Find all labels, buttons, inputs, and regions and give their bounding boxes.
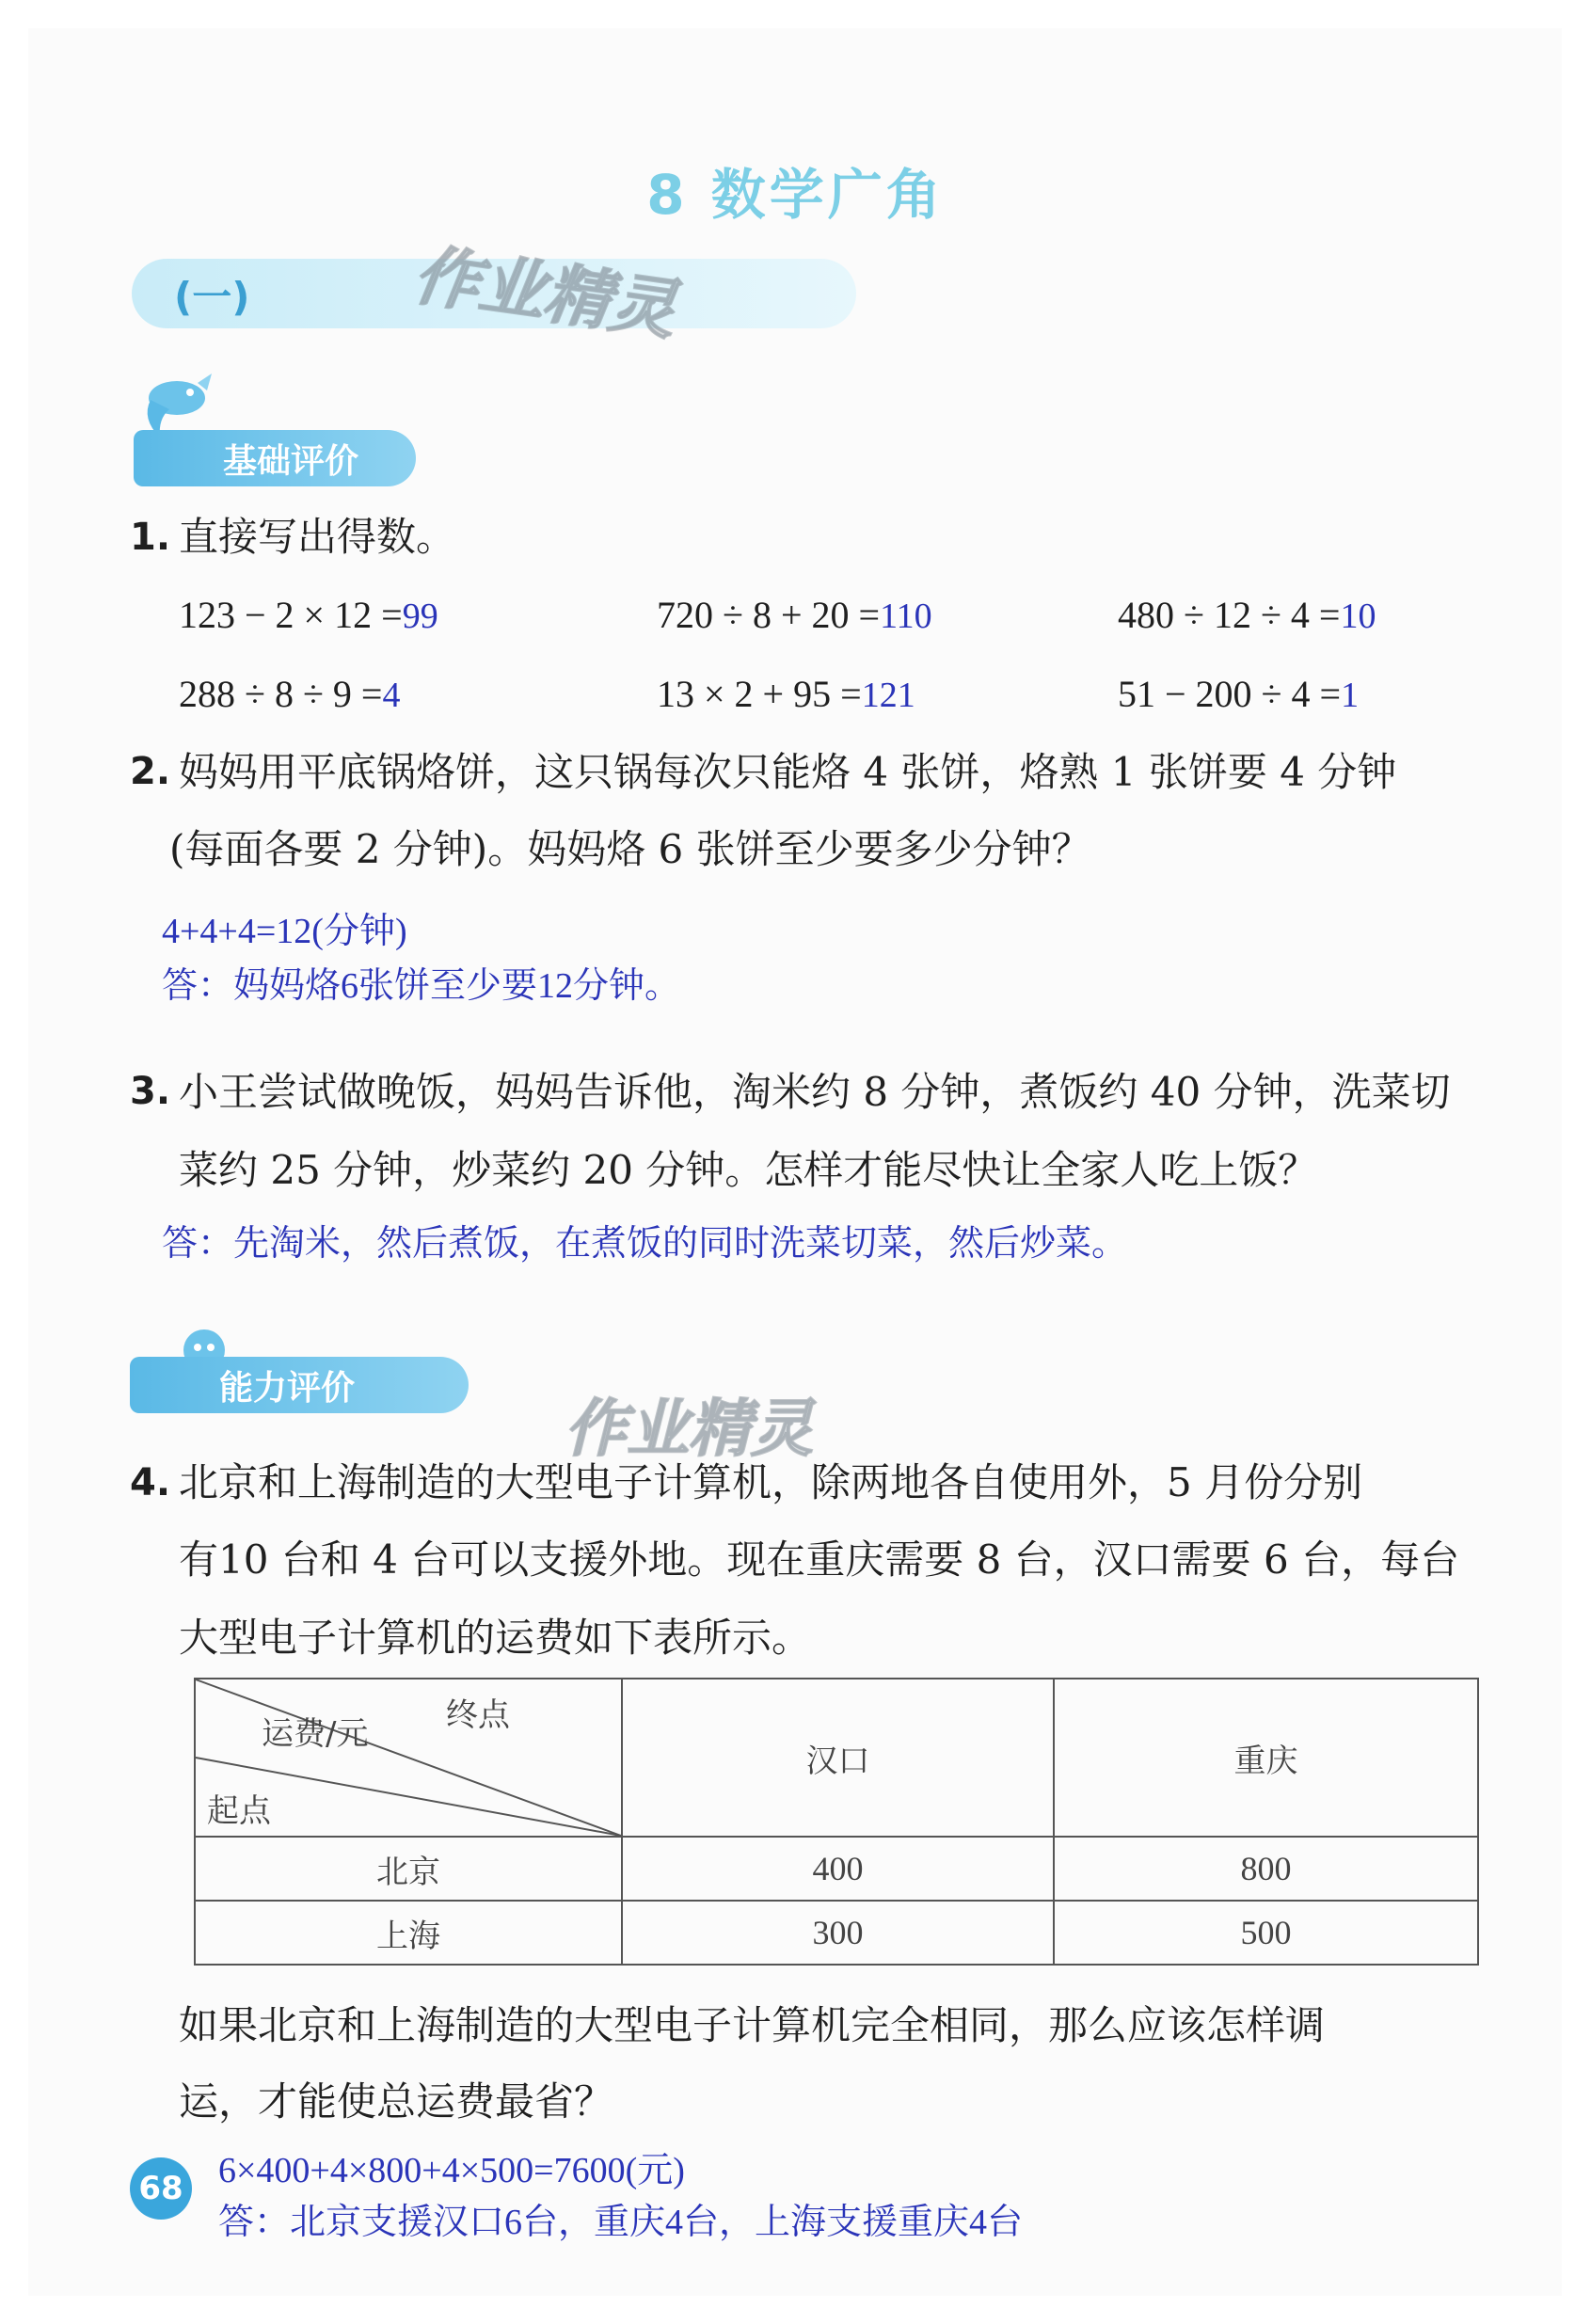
page-number: 68 — [130, 2157, 192, 2220]
question-2-work: 4+4+4=12(分钟) — [162, 912, 407, 951]
q1-expr: 123 − 2 × 12 = — [179, 594, 403, 636]
q1-answer: 121 — [861, 676, 915, 715]
question-4-work: 6×400+4×800+4×500=7600(元) — [218, 2151, 685, 2190]
question-1-number: 1. — [130, 516, 171, 559]
q1-answer: 110 — [880, 597, 932, 636]
row-origin: 北京 — [195, 1837, 622, 1901]
question-4-follow-line-1: 如果北京和上海制造的大型电子计算机完全相同，那么应该怎样调 — [179, 2002, 1326, 2048]
freight-cost-table — [194, 1678, 1479, 1966]
cell-chongqing: 500 — [1054, 1901, 1478, 1965]
corner-destination: 终点 — [446, 1696, 510, 1734]
q1-answer: 1 — [1341, 676, 1360, 715]
question-1-text: 直接写出得数。 — [179, 514, 456, 560]
ability-evaluation-badge: 能力评价 — [130, 1357, 469, 1413]
question-2-line-2: (每面各要 2 分钟)。妈妈烙 6 张饼至少要多少分钟？ — [169, 826, 1091, 872]
row-origin: 上海 — [195, 1901, 622, 1965]
q1-item-2 — [657, 593, 932, 637]
chapter-title: 8 数学广角 — [646, 163, 945, 227]
q1-answer: 4 — [382, 676, 401, 715]
question-2-answer: 答：妈妈烙6张饼至少要12分钟。 — [162, 966, 681, 1006]
column-header-chongqing: 重庆 — [1054, 1679, 1478, 1837]
watermark-logo: 作业精灵 — [565, 1393, 813, 1465]
cell-chongqing: 800 — [1054, 1837, 1478, 1901]
q1-item-4 — [179, 672, 400, 716]
corner-cost-unit: 运费/元 — [262, 1715, 369, 1753]
question-4-line-3: 大型电子计算机的运费如下表所示。 — [179, 1615, 812, 1661]
basic-evaluation-badge: 基础评价 — [134, 430, 416, 486]
q1-expr: 720 ÷ 8 + 20 = — [657, 594, 881, 636]
table-row — [195, 1837, 1478, 1901]
q1-item-1 — [179, 593, 438, 637]
cell-hankou: 400 — [622, 1837, 1054, 1901]
q1-answer: 99 — [402, 597, 438, 636]
question-4-number: 4. — [130, 1461, 171, 1504]
corner-origin: 起点 — [207, 1792, 271, 1830]
watermark-logo: 作业精灵 — [408, 235, 681, 350]
column-header-hankou: 汉口 — [622, 1679, 1054, 1837]
question-2-number: 2. — [130, 750, 171, 793]
q1-item-5 — [657, 672, 915, 716]
q1-item-6 — [1118, 672, 1359, 716]
q1-answer: 10 — [1340, 597, 1376, 636]
q1-expr: 480 ÷ 12 ÷ 4 = — [1118, 594, 1341, 636]
table-row — [195, 1901, 1478, 1965]
question-2-line-1: 妈妈用平底锅烙饼，这只锅每次只能烙 4 张饼，烙熟 1 张饼要 4 分钟 — [179, 749, 1397, 795]
section-label: (一) — [174, 274, 250, 320]
question-4-partial-answer: 答：北京支援汉口6台，重庆4台，上海支援重庆4台 — [218, 2203, 1024, 2242]
question-4-line-1: 北京和上海制造的大型电子计算机，除两地各自使用外，5 月份分别 — [179, 1459, 1363, 1505]
q1-expr: 51 − 200 ÷ 4 = — [1118, 673, 1342, 715]
question-3-line-1: 小王尝试做晚饭，妈妈告诉他，淘米约 8 分钟，煮饭约 40 分钟，洗菜切 — [179, 1069, 1451, 1115]
question-3-line-2: 菜约 25 分钟，炒菜约 20 分钟。怎样才能尽快让全家人吃上饭？ — [179, 1147, 1318, 1193]
question-4-line-2: 有10 台和 4 台可以支援外地。现在重庆需要 8 台，汉口需要 6 台，每台 — [179, 1536, 1460, 1583]
question-4-answer-cropped — [218, 2192, 1159, 2242]
question-3-answer: 答：先淘米，然后煮饭，在煮饭的同时洗菜切菜，然后炒菜。 — [162, 1224, 1128, 1264]
q1-expr: 13 × 2 + 95 = — [657, 673, 862, 715]
table-corner-header — [195, 1679, 622, 1837]
q1-item-3 — [1118, 593, 1376, 637]
q1-expr: 288 ÷ 8 ÷ 9 = — [179, 673, 383, 715]
cell-hankou: 300 — [622, 1901, 1054, 1965]
question-4-follow-line-2: 运，才能使总运费最省？ — [179, 2078, 614, 2125]
question-3-number: 3. — [130, 1070, 171, 1113]
